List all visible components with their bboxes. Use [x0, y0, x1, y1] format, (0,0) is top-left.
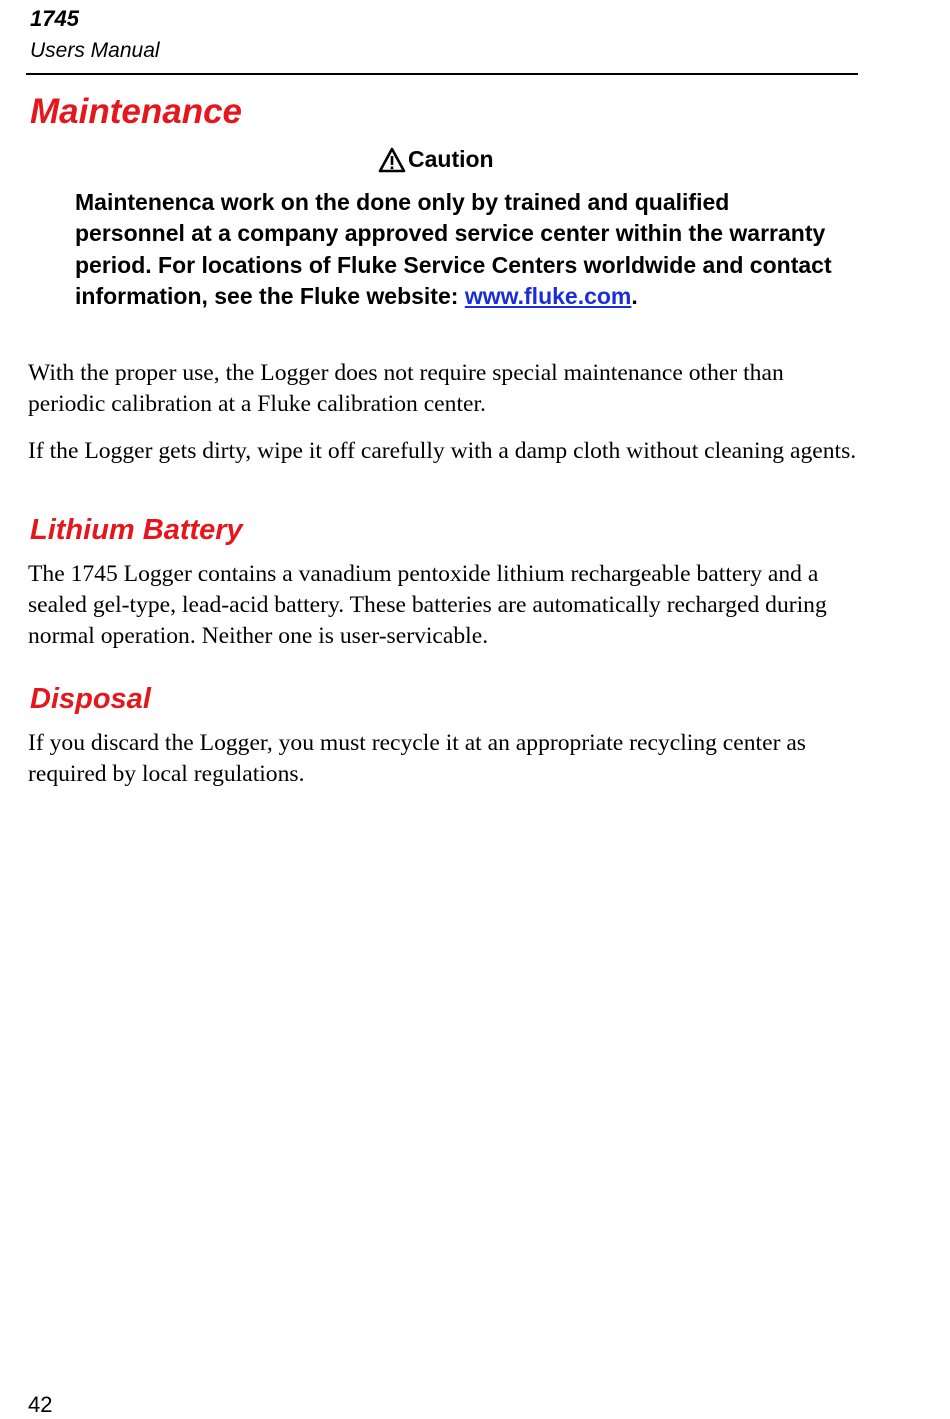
- page-number: 42: [28, 1392, 53, 1417]
- header-model-number: 1745: [30, 6, 79, 31]
- caution-text-body: Maintenenca work on the done only by trained and qualified personnel at a company approved service center within the warranty period. For locations of Fluke Service Centers worldwide and contact information, see the Fluke website:: [75, 189, 832, 309]
- disposal-heading: Disposal: [30, 683, 151, 715]
- disposal-paragraph: If you discard the Logger, you must recycle it at an appropriate recycling center as required by local regulations.: [28, 730, 806, 787]
- caution-label: Caution: [408, 146, 494, 172]
- header-divider: [26, 73, 858, 75]
- warning-triangle-icon: [378, 147, 406, 173]
- lithium-battery-paragraph: The 1745 Logger contains a vanadium pentoxide lithium rechargeable battery and a sealed gel-type, lead-acid battery. These batteries are automatically recharged during normal operation. Neither one is user-servicable.: [28, 561, 827, 649]
- caution-text: [75, 187, 835, 312]
- maintenance-paragraph-2: If the Logger gets dirty, wipe it off carefully with a damp cloth without cleaning agents.: [28, 438, 857, 464]
- maintenance-paragraph-1: With the proper use, the Logger does not require special maintenance other than periodic calibration at a Fluke calibration center.: [28, 360, 784, 417]
- lithium-battery-heading: Lithium Battery: [30, 514, 243, 546]
- fluke-website-link[interactable]: www.fluke.com: [464, 282, 632, 309]
- caution-title: [378, 146, 494, 173]
- header-manual-title: Users Manual: [30, 39, 160, 62]
- maintenance-heading: Maintenance: [30, 92, 242, 131]
- caution-text-end: .: [631, 282, 638, 309]
